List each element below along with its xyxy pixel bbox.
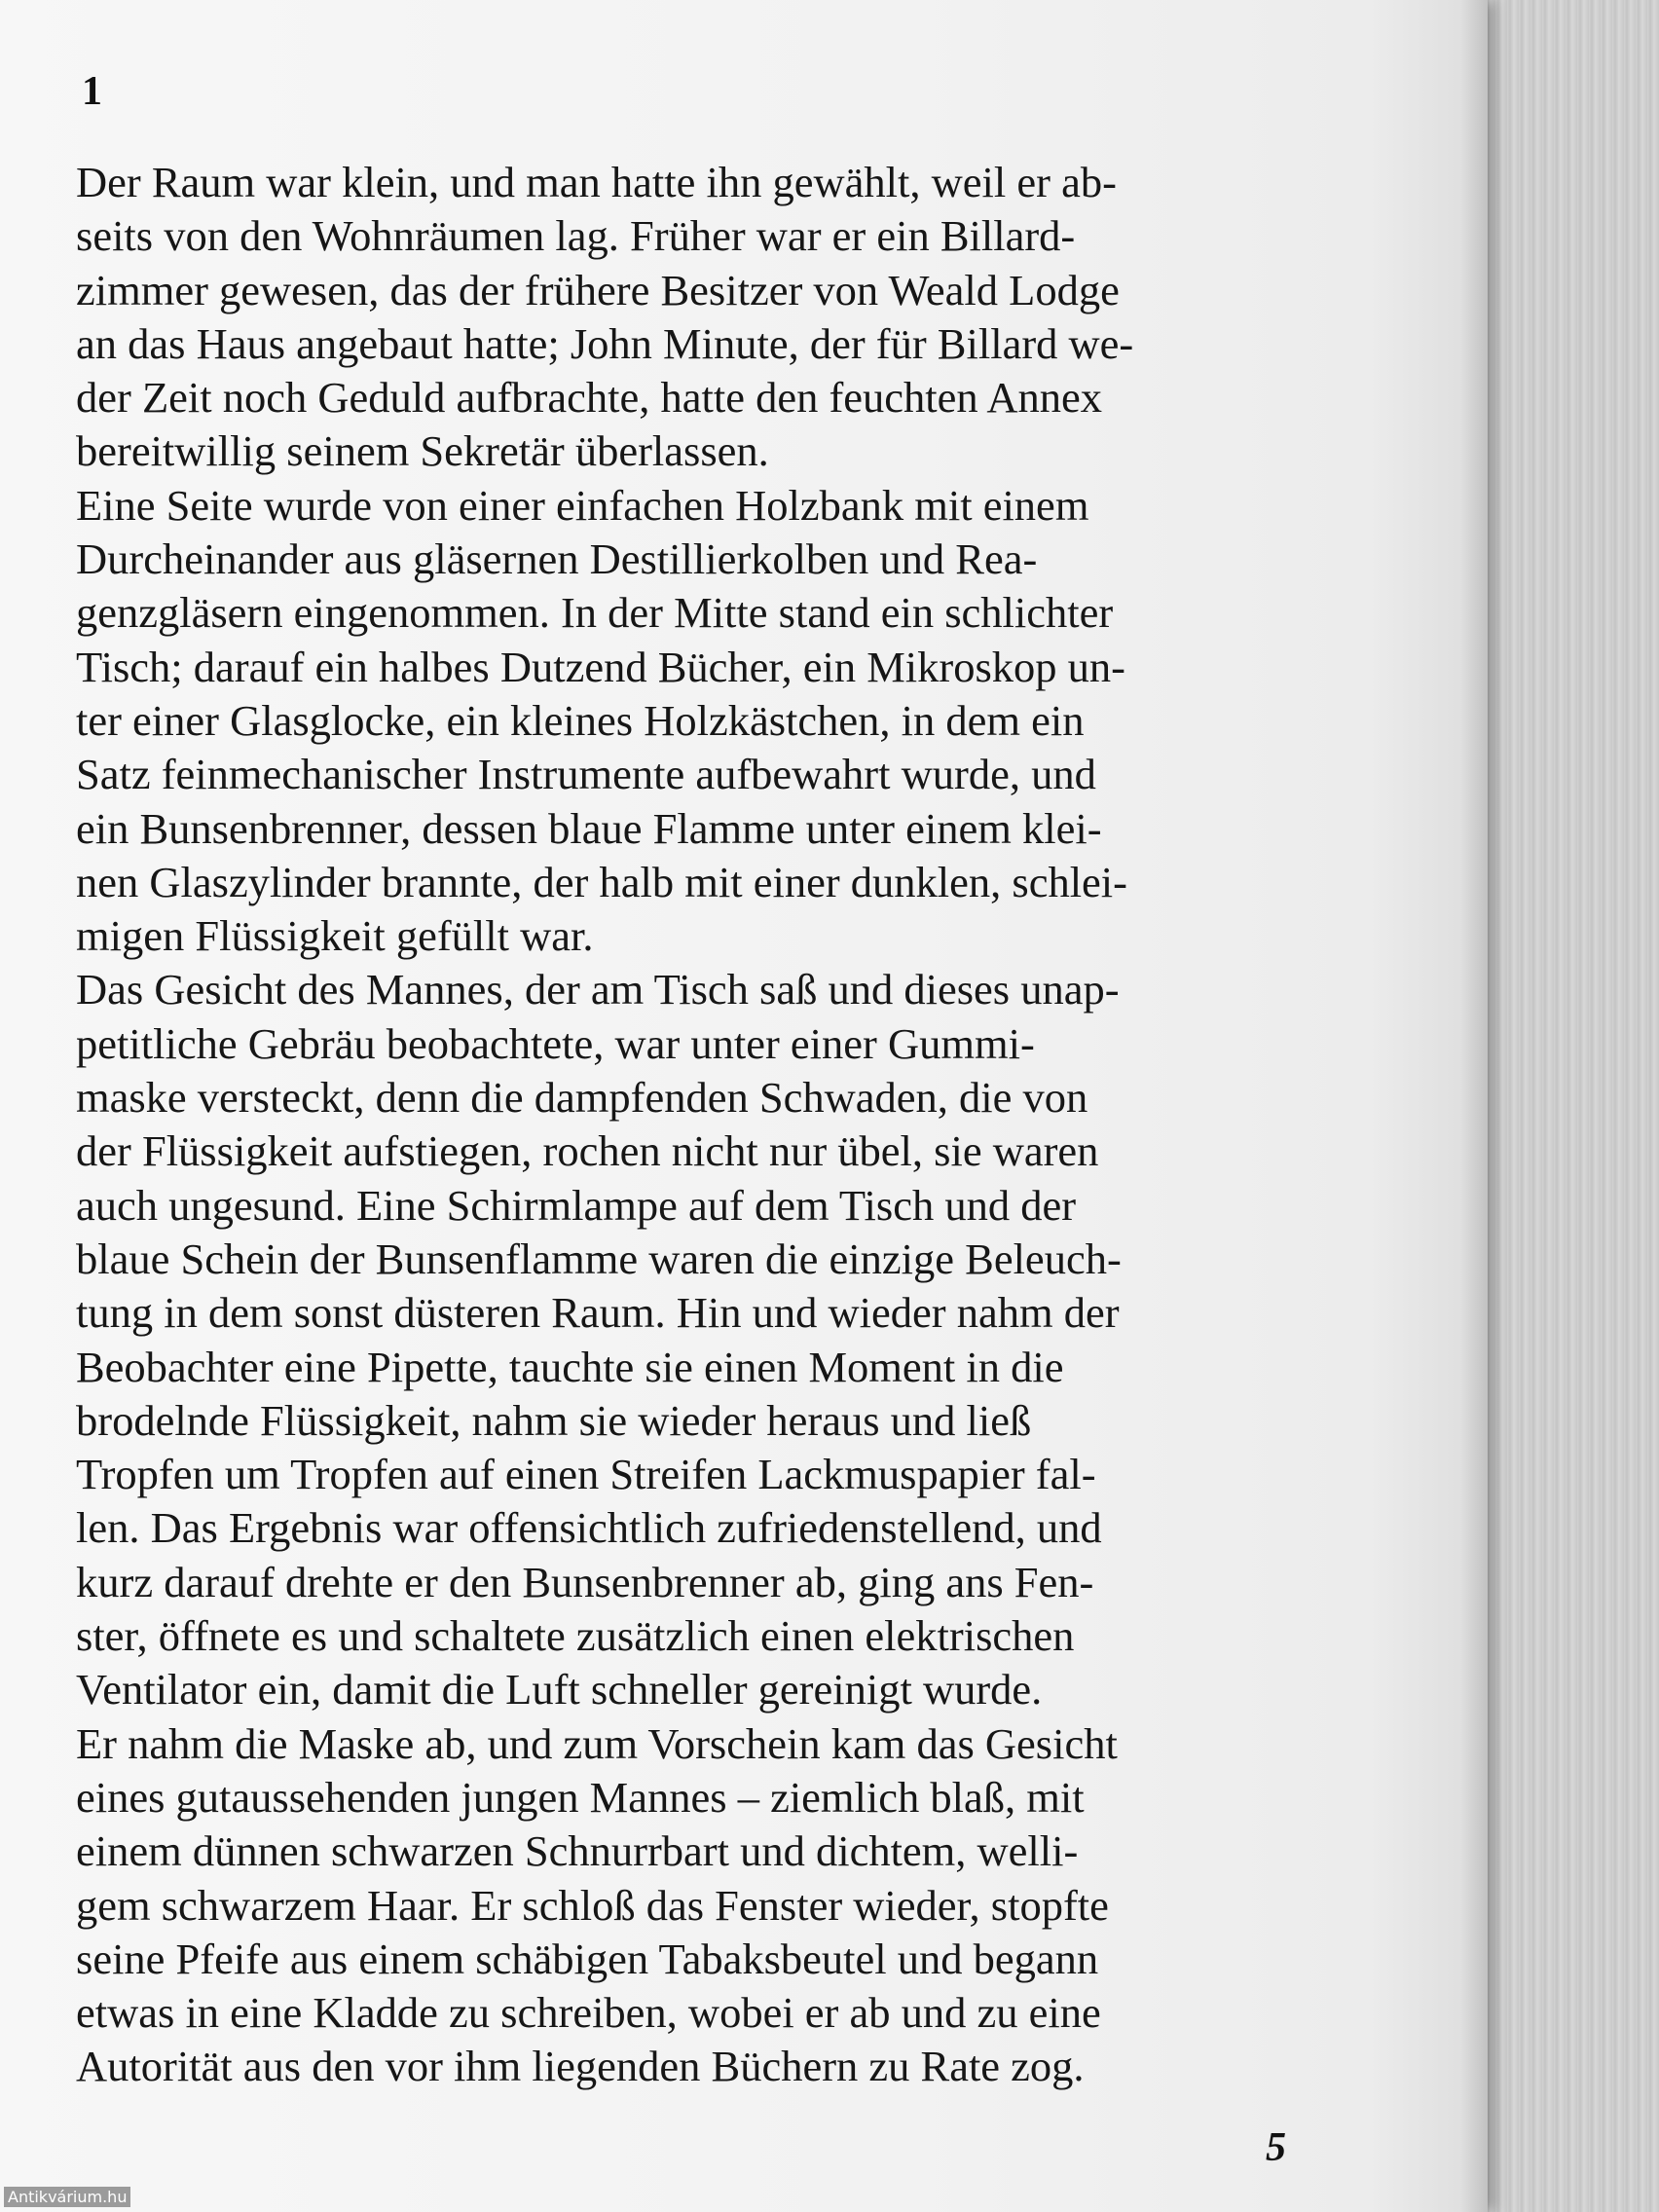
text-line: eines gutaussehenden jungen Mannes – ziemlich blaß, mit xyxy=(76,1772,1085,1822)
text-line: kurz darauf drehte er den Bunsenbrenner ab, ging ans Fen- xyxy=(76,1557,1094,1606)
text-line: Er nahm die Maske ab, und zum Vorschein kam das Gesicht xyxy=(76,1718,1118,1768)
text-line: ein Bunsenbrenner, dessen blaue Flamme unter einem klei- xyxy=(76,803,1102,853)
text-line: tung in dem sonst düsteren Raum. Hin und wieder nahm der xyxy=(76,1288,1120,1338)
text-line: seits von den Wohnräumen lag. Früher war er ein Billard- xyxy=(76,211,1076,261)
text-line: einem dünnen schwarzen Schnurrbart und dichtem, welli- xyxy=(76,1826,1079,1876)
text-line: der Zeit noch Geduld aufbrachte, hatte den feuchten Annex xyxy=(76,373,1102,423)
text-line: nen Glaszylinder brannte, der halb mit einer dunklen, schlei- xyxy=(76,857,1127,906)
text-line: Beobachter eine Pipette, tauchte sie einen Moment in die xyxy=(76,1342,1064,1391)
text-line: Der Raum war klein, und man hatte ihn gewählt, weil er ab- xyxy=(76,158,1117,206)
text-line: seine Pfeife aus einem schäbigen Tabaksbeutel und begann xyxy=(76,1934,1099,1983)
text-line: bereitwillig seinem Sekretär überlassen. xyxy=(76,426,769,476)
text-line: gem schwarzem Haar. Er schloß das Fenster wieder, stopfte xyxy=(76,1880,1109,1930)
text-line: len. Das Ergebnis war offensichtlich zufriedenstellend, und xyxy=(76,1503,1102,1553)
text-line: der Flüssigkeit aufstiegen, rochen nicht nur übel, sie waren xyxy=(76,1126,1099,1176)
text-line: Das Gesicht des Mannes, der am Tisch saß und dieses unap- xyxy=(76,965,1120,1014)
text-line: genzgläsern eingenommen. In der Mitte stand ein schlichter xyxy=(76,588,1114,638)
text-line: blaue Schein der Bunsenflamme waren die einzige Beleuch- xyxy=(76,1234,1122,1283)
watermark: Antikvárium.hu xyxy=(4,2187,130,2207)
text-line: ter einer Glasglocke, ein kleines Holzkästchen, in dem ein xyxy=(76,695,1085,745)
text-line: auch ungesund. Eine Schirmlampe auf dem Tisch und der xyxy=(76,1180,1077,1230)
text-line: Ventilator ein, damit die Luft schneller gereinigt wurde. xyxy=(76,1665,1043,1714)
chapter-number: 1 xyxy=(82,69,102,114)
text-line: an das Haus angebaut hatte; John Minute, der für Billard we- xyxy=(76,318,1134,368)
text-line: Autorität aus den vor ihm liegenden Büchern zu Rate zog. xyxy=(76,2042,1085,2091)
text-line: Tisch; darauf ein halbes Dutzend Bücher, ein Mikroskop un- xyxy=(76,642,1125,691)
body-text xyxy=(76,156,1293,2094)
text-line: etwas in eine Kladde zu schreiben, wobei er ab und zu eine xyxy=(76,1988,1101,2038)
text-line: ster, öffnete es und schaltete zusätzlich einen elektrischen xyxy=(76,1611,1075,1661)
text-line: maske versteckt, denn die dampfenden Schwaden, die von xyxy=(76,1073,1088,1123)
text-line: zimmer gewesen, das der frühere Besitzer von Weald Lodge xyxy=(76,265,1120,314)
text-line: brodelnde Flüssigkeit, nahm sie wieder heraus und ließ xyxy=(76,1395,1032,1445)
text-line: Satz feinmechanischer Instrumente aufbewahrt wurde, und xyxy=(76,750,1096,799)
text-line: petitliche Gebräu beobachtete, war unter einer Gummi- xyxy=(76,1018,1035,1068)
text-line: Durcheinander aus gläsernen Destillierkolben und Rea- xyxy=(76,535,1038,584)
text-line: Eine Seite wurde von einer einfachen Holzbank mit einem xyxy=(76,480,1089,530)
text-line: Tropfen um Tropfen auf einen Streifen Lackmuspapier fal- xyxy=(76,1450,1096,1499)
page-number: 5 xyxy=(1266,2125,1286,2170)
page-edge-shadow xyxy=(1460,0,1488,2212)
text-line: migen Flüssigkeit gefüllt war. xyxy=(76,911,594,961)
